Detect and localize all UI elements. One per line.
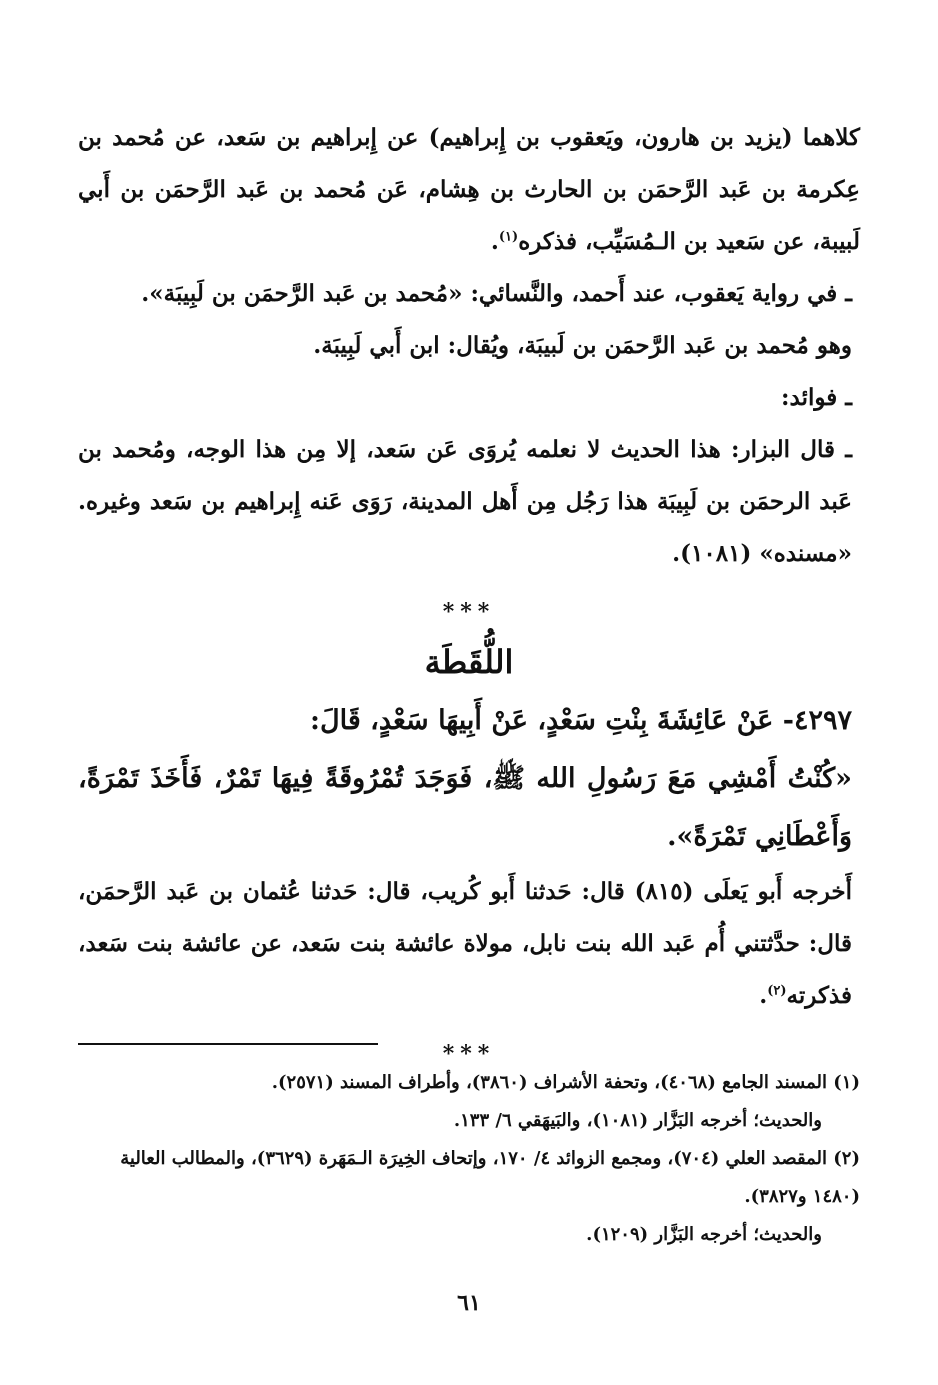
footnote-1-continued: والحديث؛ أخرجه البَزَّار (١٠٨١)، والبَيهَقي ٦/ ١٣٣. (453, 1110, 822, 1131)
main-text (78, 112, 860, 1074)
paragraph-end: . (490, 228, 499, 255)
paragraph-bazzar: ـ قال البزار: هذا الحديث لا نعلمه يُروَى عَن سَعد، إلا مِن هذا الوجه، ومُحمد بن عَبد الرحمَن بن لَبِيبَة هذا رَجُل مِن أَهل المدينة، رَوَى عَنه إِبراهيم بن سَعد وغيره. «مسنده» (١٠٨١). (78, 436, 852, 567)
chapter-heading: اللُّقَطَة (424, 643, 514, 681)
footnotes (78, 1064, 860, 1254)
paragraph-text: أَخرجه أَبو يَعلَى (٨١٥) قال: حَدثنا أَبو كُريب، قال: حَدثنا عُثمان بن عَبد الرَّحمَن، قال: حدَّثتني أُم عَبد الله بنت نابل، مولاة عائشة بنت سَعد، عن عائشة بنت سَعد، فذكرته (78, 878, 852, 1009)
paragraph-text: كلاهما (يزيد بن هارون، ويَعقوب بن إِبراهيم) عن إِبراهيم بن سَعد، عن مُحمد بن عِكرمة بن عَبد الرَّحمَن بن الحارث بن هِشام، عَن مُحمد بن عَبد الرَّحمَن بن أَبي لَبيبة، عن سَعيد بن الـمُسَيِّب، فذكره (78, 124, 860, 255)
footnote-ref-1[interactable]: (١) (498, 229, 519, 245)
section-separator: *** (442, 1041, 496, 1067)
footnote-ref-2[interactable]: (٢) (767, 983, 787, 999)
hadith-text: «كُنْتُ أَمْشِي مَعَ رَسُولِ الله ﷺ، فَوَجَدَ تُمْرُوقَةً فِيهَا تَمْرٌ، فَأَخَذَ تَمْرَةً، وَأَعْطَانِي تَمْرَةً». (78, 763, 852, 852)
fawaid-heading: ـ فوائد: (781, 384, 852, 411)
hadith-intro: ٤٢٩٧- عَنْ عَائِشَةَ بِنْتِ سَعْدٍ، عَنْ أَبِيهَا سَعْدٍ، قَالَ: (310, 705, 852, 736)
paragraph-end: . (759, 982, 768, 1009)
paragraph-takhrij (78, 866, 860, 1022)
paragraph-riwaya: ـ في رواية يَعقوب، عند أَحمد، والنَّسائي: «مُحمد بن عَبد الرَّحمَن بن لَبِيبَة». (141, 280, 852, 307)
footnote-1: (١) المسند الجامع (٤٠٦٨)، وتحفة الأشراف (٣٨٦٠)، وأطراف المسند (٢٥٧١). (271, 1072, 860, 1093)
footnote-2-continued: والحديث؛ أخرجه البَزَّار (١٢٠٩). (586, 1224, 822, 1245)
footnote-2: (٢) المقصد العلي (٧٠٤)، ومجمع الزوائد ٤/ ١٧٠، وإتحاف الخِيرَة الـمَهَرة (٣٦٢٩)، والمطالب العالية (١٤٨٠ و٣٨٢٧). (120, 1148, 860, 1207)
page-number: ٦١ (457, 1290, 481, 1316)
paragraph-identity: وهو مُحمد بن عَبد الرَّحمَن بن لَبيبَة، ويُقال: ابن أَبي لَبِيبَة. (313, 332, 852, 359)
footnote-divider (78, 1043, 378, 1045)
paragraph-chain (78, 112, 860, 268)
section-separator: *** (442, 599, 496, 625)
